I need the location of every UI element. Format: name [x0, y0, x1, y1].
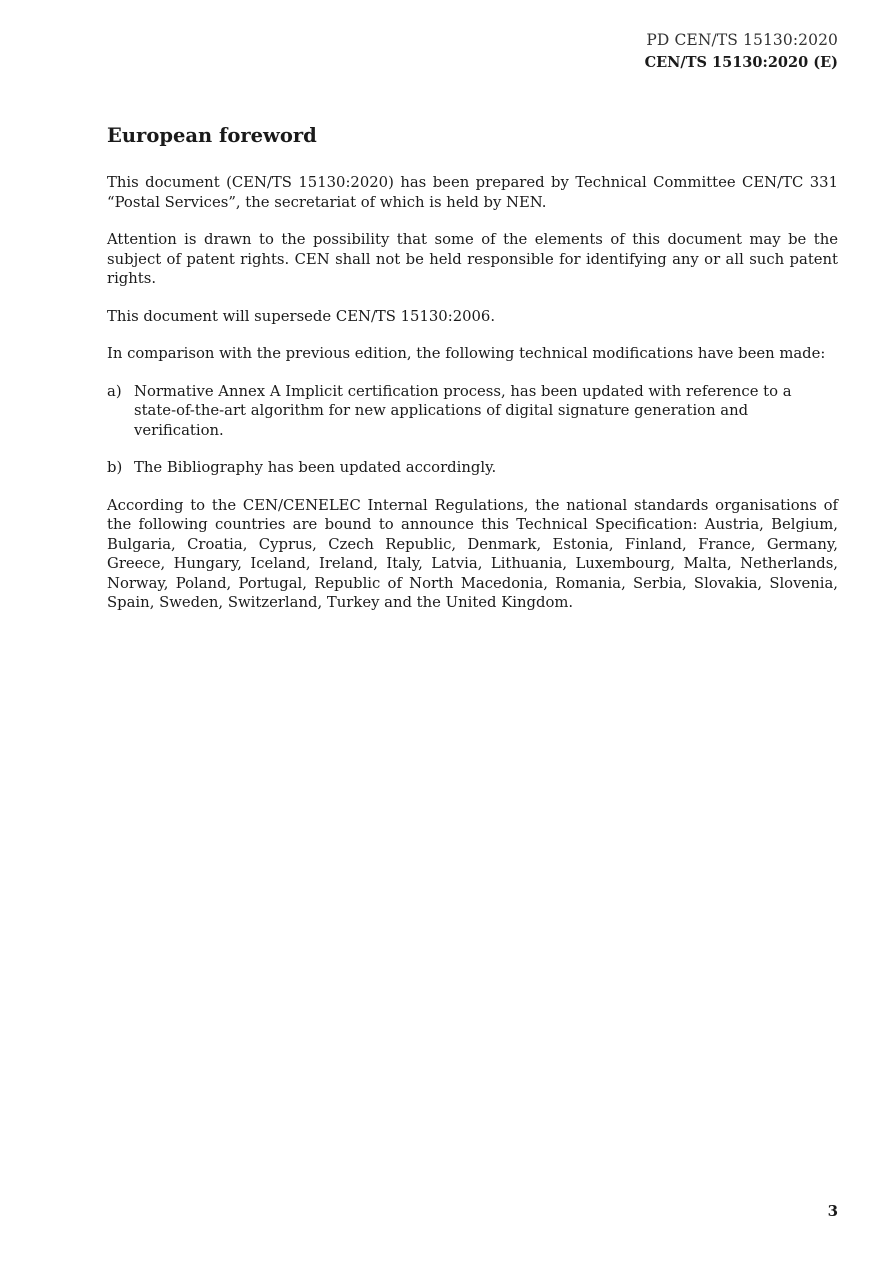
page-title: European foreword — [107, 124, 317, 147]
list-marker: a) — [107, 382, 122, 400]
modification-list-item — [107, 382, 838, 441]
modification-list-item — [107, 458, 838, 478]
modifications-intro-paragraph: In comparison with the previous edition, the following technical modifications have been made: — [107, 345, 826, 362]
document-code: PD CEN/TS 15130:2020 — [646, 31, 838, 49]
national-standards-paragraph: According to the CEN/CENELEC Internal Regulations, the national standards organisations of the following countries are bound to announce this Technical Specification: Austria, Belgium, Bulgaria, Croatia, Cyprus, Czech Republic, Denmark, Estonia, Finland, France, Germany, Greece, Hungary, Iceland, Ireland, Italy, Latvia, Lithuania, Luxembourg, Malta, Netherlands, Norway, Poland, Portugal, Republic of North Macedonia, Romania, Serbia, Slovakia, Slovenia, Spain, Sweden, Switzerland, Turkey and the United Kingdom. — [107, 496, 838, 611]
list-item-text: Normative Annex A Implicit certification process, has been updated with reference to a state-of-the-art algorithm for new applications of digital signature generation and verification. — [134, 382, 792, 439]
preparation-paragraph: This document (CEN/TS 15130:2020) has been prepared by Technical Committee CEN/TC 331 “Postal Services”, the secretariat of which is held by NEN. — [107, 174, 838, 211]
page-number: 3 — [827, 1202, 838, 1220]
supersede-paragraph: This document will supersede CEN/TS 15130:2006. — [107, 307, 496, 325]
foreword-content — [107, 124, 838, 631]
document-code-english: CEN/TS 15130:2020 (E) — [644, 54, 838, 71]
patent-rights-paragraph: Attention is drawn to the possibility that some of the elements of this document may be the subject of patent rights. CEN shall not be held responsible for identifying any or all such patent rights. — [107, 231, 838, 287]
list-marker: b) — [107, 459, 123, 476]
list-item-text: The Bibliography has been updated accordingly. — [134, 459, 497, 476]
